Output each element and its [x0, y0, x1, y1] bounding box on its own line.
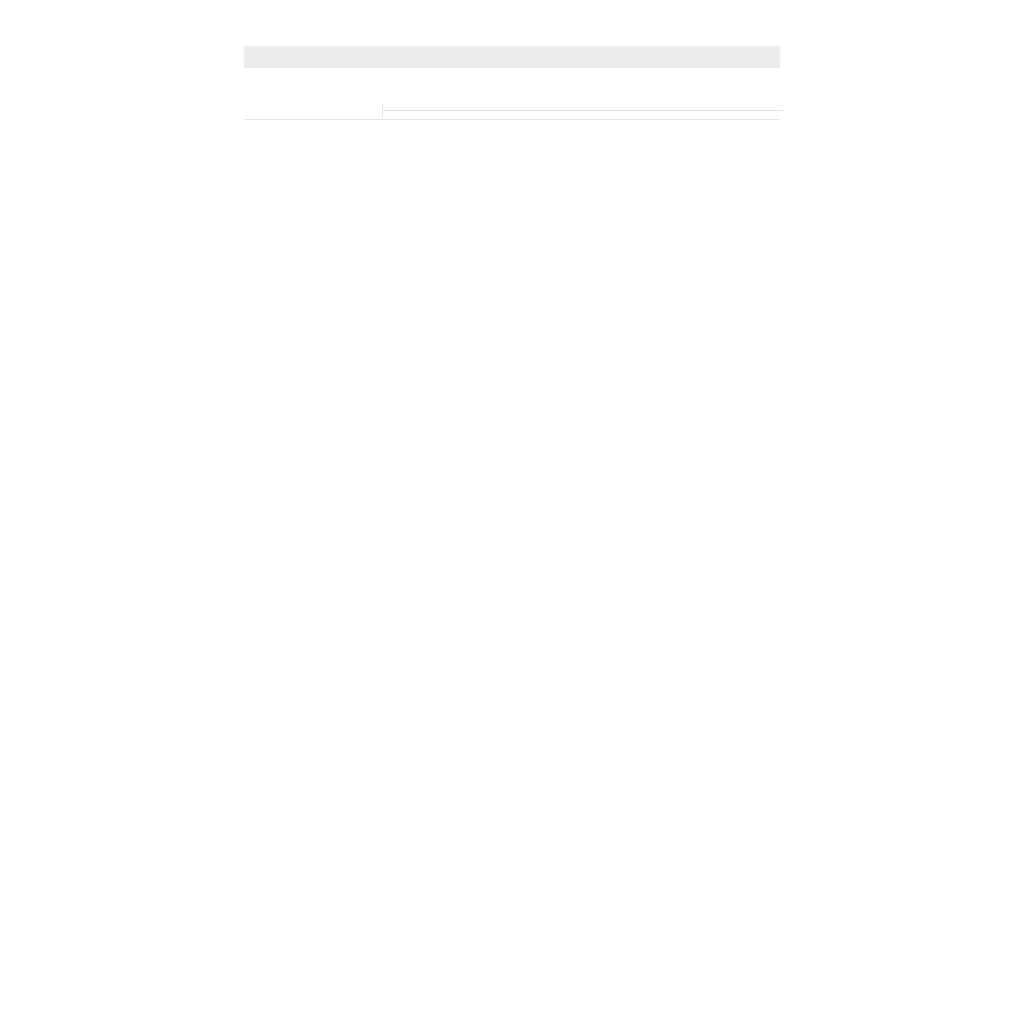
spec-key: [244, 109, 382, 113]
page-title: [244, 46, 780, 68]
spec-row-filter: [244, 102, 780, 120]
spec-container: [244, 46, 780, 120]
